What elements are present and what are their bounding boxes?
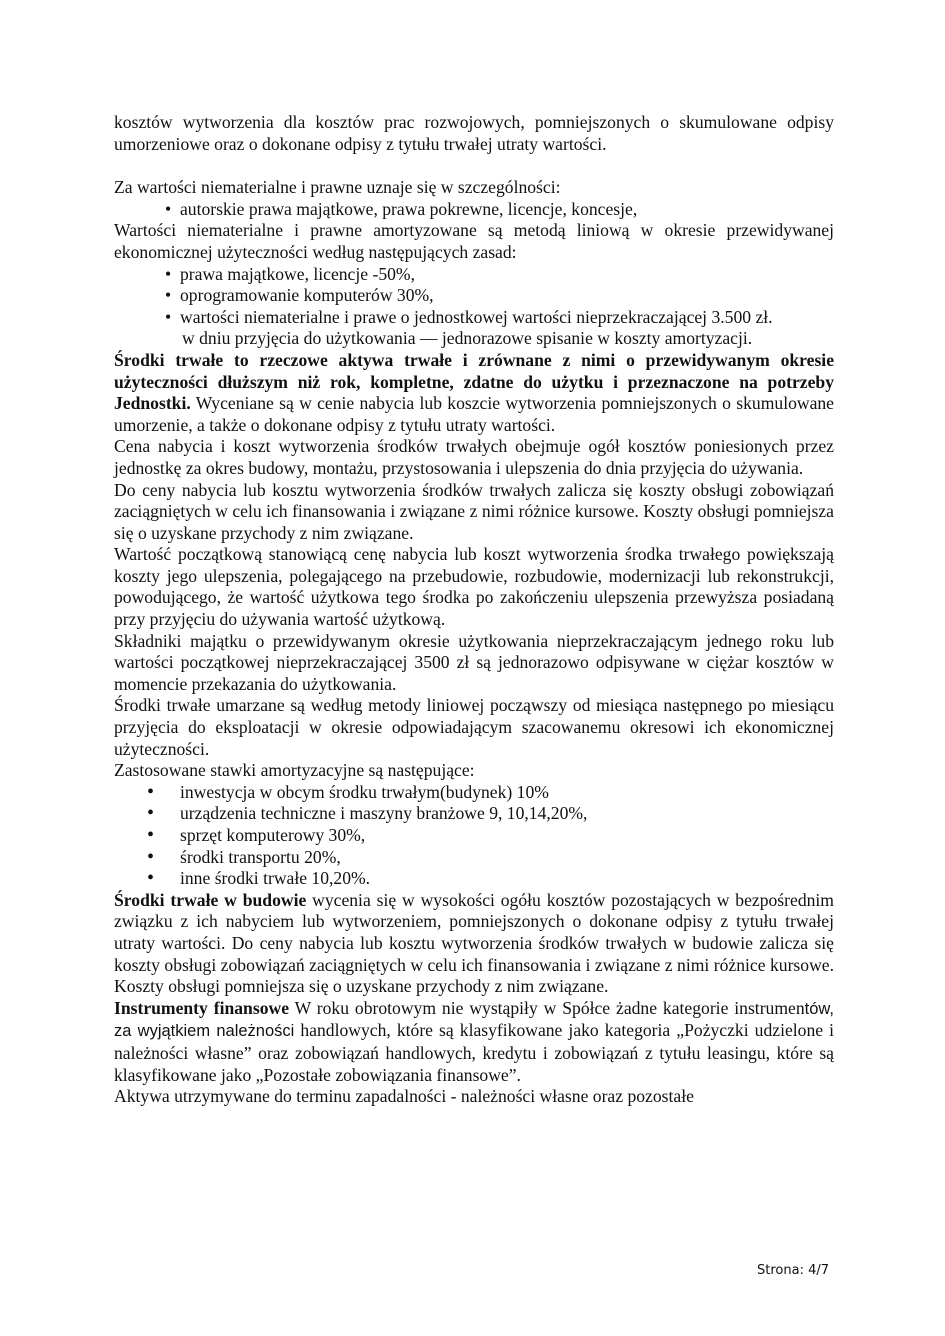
list-item: • środki transportu 20%, — [114, 847, 834, 869]
spacer — [114, 155, 834, 177]
paragraph-held-to-maturity: Aktywa utrzymywane do terminu zapadalności - należności własne oraz pozostałe — [114, 1086, 694, 1107]
paragraph-acquisition-cost: Cena nabycia i koszt wytworzenia środków trwałych obejmuje ogół kosztów poniesionych przez jednostkę za okres budowy, montażu, przystosowania i ulepszenia do dnia przyjęcia do używania. — [114, 436, 834, 478]
document-body — [114, 112, 834, 1108]
paragraph-financing-costs: Do ceny nabycia lub kosztu wytworzenia środków trwałych zalicza się koszty obsługi zobowiązań zaciągniętych w celu ich finansowania i związane z nimi różnice kursowe. Koszty obsługi pomniejsza się o uzyskane przychody z nim związane. — [114, 479, 834, 543]
construction-heading: Środki trwałe w budowie — [114, 889, 307, 910]
list-item-continuation: w dniu przyjęcia do użytkowania — jednorazowe spisanie w koszty amortyzacji. — [182, 328, 753, 349]
page-number: Strona: 4/7 — [757, 1263, 830, 1278]
financial-instruments-text-a: W roku obrotowym nie wystąpiły w Spółce żadne kategorie instrumen — [289, 997, 805, 1018]
list-item: • inne środki trwałe 10,20%. — [114, 868, 834, 890]
paragraph-depreciation-method: Środki trwałe umarzane są według metody liniowej począwszy od miesiąca następnego po miesiącu przyjęcia do eksploatacji w okresie odpowiadającym szacowanemu okresowi ich ekonomicznej użyteczności. — [114, 695, 834, 759]
list-amortization-rates — [114, 264, 834, 329]
fixed-assets-text: Wyceniane są w cenie nabycia lub koszcie wytworzenia pomniejszonych o skumulowane umorzenie, a także o dokonane odpisy z tytułu utraty wartości. — [114, 393, 834, 435]
paragraph-financial-instruments — [114, 998, 834, 1086]
financial-instruments-text-b: handlowych, które są klasyfikowane jako kategoria „Pożyczki udzielone i należności własne” oraz zobowiązań handlowych, kredytu i zobowiązań z tytułu leasingu, które są klasyfikowane jako „Pozostałe zobowiązania finansowe”. — [114, 1020, 835, 1085]
list-intangible-types — [114, 199, 834, 221]
paragraph-intangible-definition: Za wartości niematerialne i prawne uznaje się w szczególności: — [114, 177, 561, 198]
list-item: • sprzęt komputerowy 30%, — [114, 825, 834, 847]
financial-instruments-text-sans: tów, za wyjątkiem należności — [114, 999, 834, 1041]
financial-instruments-heading: Instrumenty finansowe — [114, 997, 290, 1018]
construction-text: wycenia się w wysokości ogółu kosztów pozostających w bezpośrednim związku z ich nabyciem lub wytworzeniem, pomniejszonych o dokonane odpisy z tytułu trwałej utraty wartości. Do ceny nabycia lub kosztu wytworzenia środków trwałych w budowie zalicza się koszty obsługi zobowiązań zaciągniętych w celu ich finansowania i związane z nimi różnice kursowe. Koszty obsługi pomniejsza się o uzyskane przychody z nim związane. — [114, 889, 834, 997]
list-item: • wartości niematerialne i prawe o jednostkowej wartości nieprzekraczającej 3.500 zł. — [114, 307, 834, 329]
paragraph-fixed-assets — [114, 350, 834, 436]
fixed-assets-heading: Środki trwałe to rzeczowe aktywa trwałe i zrównane z nimi o przewidywanym okresie użyteczności dłuższym niż rok, kompletne, zdatne do użytku i przeznaczone na potrzeby Jednostki. — [114, 349, 834, 414]
list-item: • inwestycja w obcym środku trwałym(budynek) 10% — [114, 782, 834, 804]
list-item: • urządzenia techniczne i maszyny branżowe 9, 10,14,20%, — [114, 803, 834, 825]
paragraph-depreciation-rates-intro: Zastosowane stawki amortyzacyjne są następujące: — [114, 760, 475, 781]
paragraph-low-value-assets: Składniki majątku o przewidywanym okresie użytkowania nieprzekraczającym jednego roku lub wartości początkowej nieprzekraczającej 3500 zł są jednorazowo odpisywane w ciężar kosztów w momencie przekazania do użytkowania. — [114, 630, 834, 694]
paragraph-amortization-method: Wartości niematerialne i prawne amortyzowane są metodą liniową w okresie przewidywanej ekonomicznej użyteczności według następujących zasad: — [114, 220, 834, 262]
paragraph-initial-value: Wartość początkową stanowiącą cenę nabycia lub koszt wytworzenia środka trwałego powiększają koszty jego ulepszenia, polegającego na przebudowie, rozbudowie, modernizacji lub rekonstrukcji, powodującego, że wartość użytkowa tego środka po zakończeniu ulepszenia przewyższa posiadaną przy przyjęciu do używania wartość użytkową. — [114, 544, 834, 630]
list-item: • oprogramowanie komputerów 30%, — [114, 285, 834, 307]
paragraph-intangible-costs: kosztów wytworzenia dla kosztów prac rozwojowych, pomniejszonych o skumulowane odpisy umorzeniowe oraz o dokonane odpisy z tytułu trwałej utraty wartości. — [114, 112, 834, 154]
list-item: • prawa majątkowe, licencje -50%, — [114, 264, 834, 286]
list-item: • autorskie prawa majątkowe, prawa pokrewne, licencje, koncesje, — [114, 199, 834, 221]
paragraph-construction-in-progress — [114, 890, 834, 998]
list-depreciation-rates — [114, 782, 834, 890]
